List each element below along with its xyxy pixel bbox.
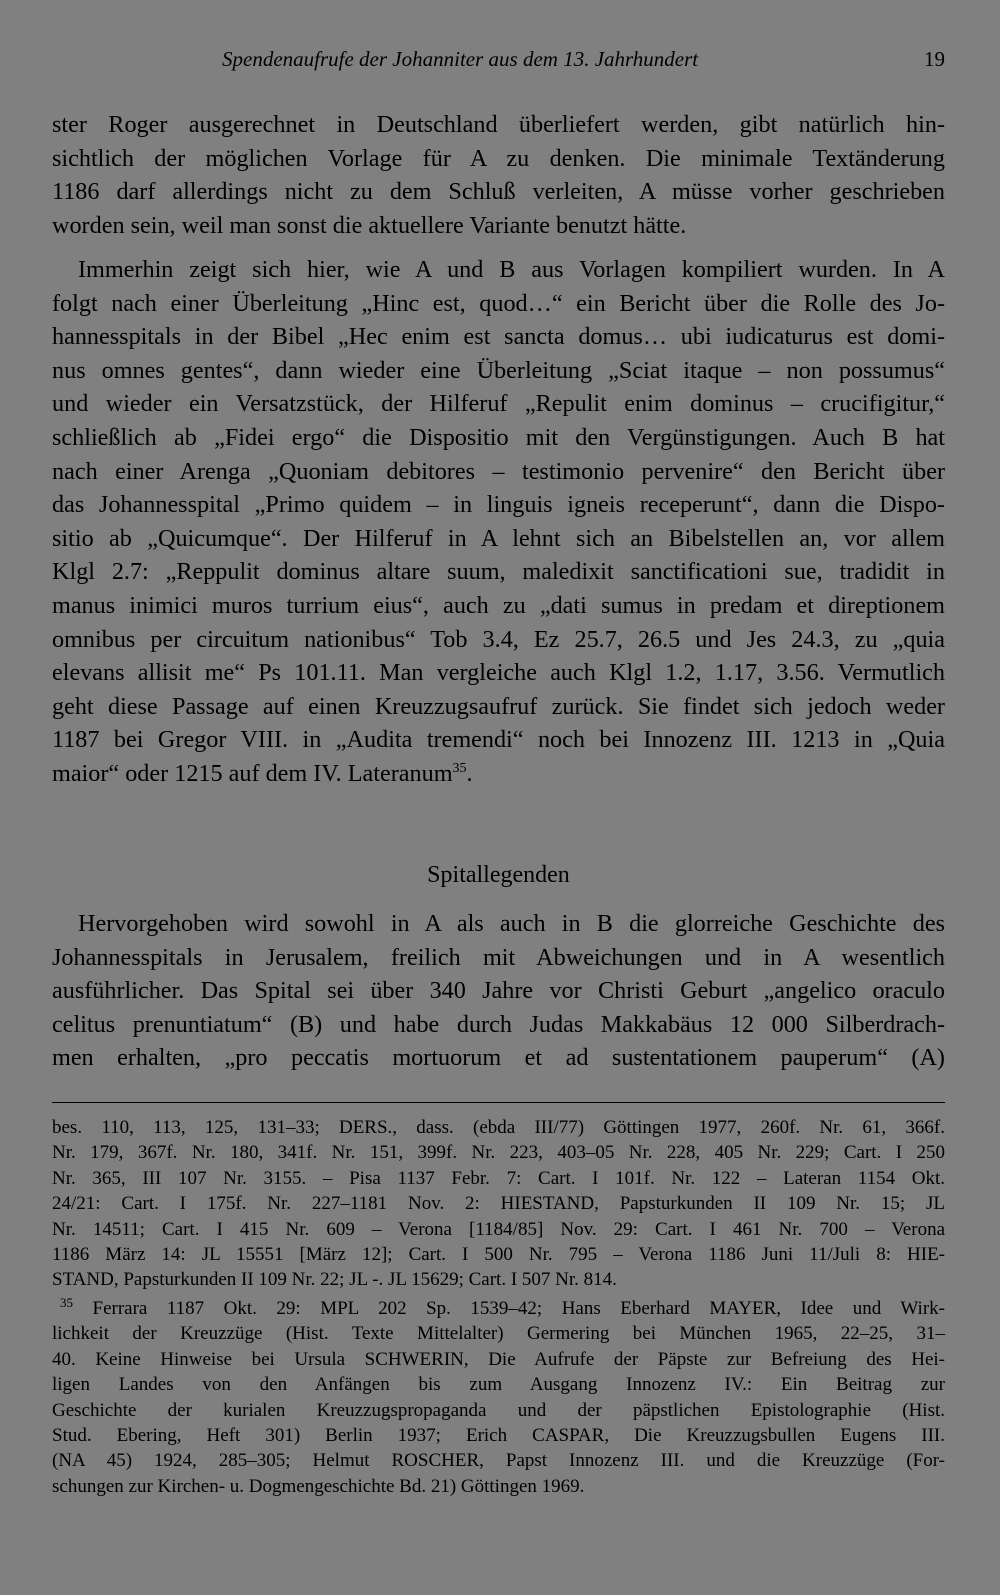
section-heading: Spitallegenden — [427, 862, 570, 888]
text-line: das Johannesspital „Primo quidem – in linguis igneis receperunt“, dann die Dispo- — [52, 491, 945, 519]
footnote-line-first — [52, 1296, 945, 1321]
text-fragment: maior“ oder 1215 auf dem IV. Lateranum — [52, 759, 453, 787]
text-line: geht diese Passage auf einen Kreuzzugsaufruf zurück. Sie findet sich jedoch weder — [52, 692, 945, 720]
running-title: Spendenaufrufe der Johanniter aus dem 13. Jahrhundert — [222, 47, 699, 71]
text-line: Immerhin zeigt sich hier, wie A und B aus Vorlagen kompiliert wurden. In A — [78, 256, 945, 283]
footnote-line: 1186 März 14: JL 15551 [März 12]; Cart. I 500 Nr. 795 – Verona 1186 Juni 11/Juli 8: HIE- — [52, 1243, 945, 1265]
text-line: nach einer Arenga „Quoniam debitores – testimonio pervenire“ den Bericht über — [52, 457, 945, 485]
footnote-line: 24/21: Cart. I 175f. Nr. 227–1181 Nov. 2: HIESTAND, Papsturkunden II 109 Nr. 15; JL — [52, 1193, 945, 1215]
footnote-rule — [52, 1102, 945, 1103]
text-line-last — [52, 757, 945, 791]
footnote-35 — [52, 1296, 945, 1499]
text-line: Klgl 2.7: „Reppulit dominus altare suum, maledixit sanctificationi sue, tradidit in — [52, 558, 945, 586]
sentence-period: . — [466, 759, 473, 787]
text-line: 1187 bei Gregor VIII. in „Audita tremendi“ noch bei Innozenz III. 1213 in „Quia — [52, 726, 945, 754]
text-line: elevans allisit me“ Ps 101.11. Man vergleiche auch Klgl 1.2, 1.17, 3.56. Vermutlich — [52, 659, 945, 687]
footnote-continued — [52, 1115, 945, 1293]
page-header — [52, 47, 945, 77]
text-line: hannesspitals in der Bibel „Hec enim est sancta domus… ubi iudicaturus est domi- — [52, 323, 945, 351]
footnote-text: Ferrara 1187 Okt. 29: MPL 202 Sp. 1539–42; Hans Eberhard MAYER, Idee und Wirk- — [73, 1298, 945, 1319]
text-line: ster Roger ausgerechnet in Deutschland überliefert werden, gibt natürlich hin- — [52, 111, 945, 138]
footnote-line: STAND, Papsturkunden II 109 Nr. 22; JL -. JL 15629; Cart. I 507 Nr. 814. — [52, 1269, 617, 1291]
paragraph-spitallegenden — [52, 907, 945, 1075]
page-number: 19 — [924, 47, 945, 71]
text-line: men erhalten, „pro peccatis mortuorum et ad sustentationem pauperum“ (A) — [52, 1044, 945, 1072]
footnote-line: schungen zur Kirchen- u. Dogmengeschichte Bd. 21) Göttingen 1969. — [52, 1475, 585, 1497]
text-line: folgt nach einer Überleitung „Hinc est, quod…“ ein Bericht über die Rolle des Jo- — [52, 289, 945, 317]
footnote-number: 35 — [60, 1295, 73, 1310]
footnote-line: lichkeit der Kreuzzüge (Hist. Texte Mittelalter) Germering bei München 1965, 22–25, 31– — [52, 1323, 945, 1345]
text-line: nus omnes gentes“, dann wieder eine Überleitung „Sciat itaque – non possumus“ — [52, 356, 945, 384]
footnote-line: (NA 45) 1924, 285–305; Helmut ROSCHER, Papst Innozenz III. und die Kreuzzüge (For- — [52, 1450, 945, 1472]
footnote-line: ligen Landes von den Anfängen bis zum Ausgang Innozenz IV.: Ein Beitrag zur — [52, 1374, 945, 1396]
text-line: manus inimici muros turrium eius“, auch zu „dati sumus in predam et direptionem — [52, 591, 945, 619]
footnote-line: Geschichte der kurialen Kreuzzugspropaganda und der päpstlichen Epistolographie (Hist. — [52, 1399, 945, 1421]
text-line: 1186 darf allerdings nicht zu dem Schluß verleiten, A müsse vorher geschrieben — [52, 178, 945, 206]
paragraph-compilation — [52, 253, 945, 791]
text-line: ausführlicher. Das Spital sei über 340 Jahre vor Christi Geburt „angelico oraculo — [52, 977, 945, 1005]
text-line: sitio ab „Quicumque“. Der Hilferuf in A lehnt sich an Bibelstellen an, vor allem — [52, 524, 945, 552]
text-line: sichtlich der möglichen Vorlage für A zu denken. Die minimale Textänderung — [52, 144, 945, 172]
text-line: omnibus per circuitum nationibus“ Tob 3.4, Ez 25.7, 26.5 und Jes 24.3, zu „quia — [52, 625, 945, 653]
text-line: und wieder ein Versatzstück, der Hilferuf „Repulit enim dominus – crucifigitur,“ — [52, 390, 945, 418]
text-line: celitus prenuntiatum“ (B) und habe durch Judas Makkabäus 12 000 Silberdrach- — [52, 1010, 945, 1038]
text-line: worden sein, weil man sonst die aktuellere Variante benutzt hätte. — [52, 211, 687, 239]
footnote-line: bes. 110, 113, 125, 131–33; DERS., dass. (ebda III/77) Göttingen 1977, 260f. Nr. 61, 366f. — [52, 1117, 945, 1138]
footnote-line: Nr. 365, III 107 Nr. 3155. – Pisa 1137 Febr. 7: Cart. I 101f. Nr. 122 – Lateran 1154 Okt. — [52, 1167, 945, 1189]
paragraph-continuation — [52, 108, 945, 242]
text-line: schließlich ab „Fidei ergo“ die Dispositio mit den Vergünstigungen. Auch B hat — [52, 423, 945, 451]
footnote-line: Stud. Ebering, Heft 301) Berlin 1937; Erich CASPAR, Die Kreuzzugsbullen Eugens III. — [52, 1424, 945, 1446]
footnote-reference: 35 — [452, 760, 467, 776]
footnote-line: 40. Keine Hinweise bei Ursula SCHWERIN, Die Aufrufe der Päpste zur Befreiung des Hei- — [52, 1348, 945, 1370]
text-line: Hervorgehoben wird sowohl in A als auch in B die glorreiche Geschichte des — [78, 910, 945, 937]
footnote-line: Nr. 179, 367f. Nr. 180, 341f. Nr. 151, 399f. Nr. 223, 403–05 Nr. 228, 405 Nr. 229; Cart. I 250 — [52, 1142, 945, 1164]
footnote-line: Nr. 14511; Cart. I 415 Nr. 609 – Verona [1184/85] Nov. 29: Cart. I 461 Nr. 700 – Verona — [52, 1218, 945, 1240]
text-line: Johannesspitals in Jerusalem, freilich mit Abweichungen und in A wesentlich — [52, 943, 945, 971]
